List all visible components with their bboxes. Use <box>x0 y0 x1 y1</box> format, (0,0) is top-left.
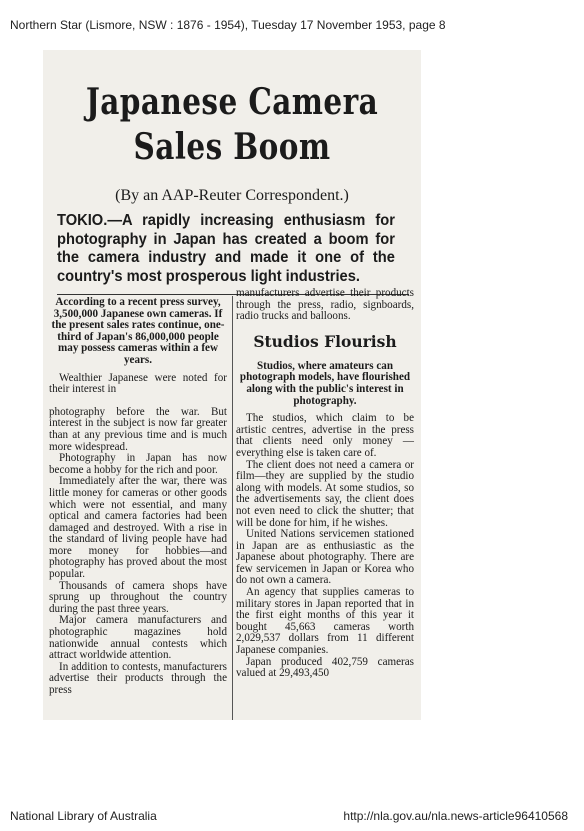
paragraph: Japan produced 402,759 cameras valued at 29,493,450 <box>236 655 414 680</box>
paragraph: In addition to contests, manufacturers advertise their products through the press <box>49 660 227 696</box>
paragraph: photography before the war. But interest in the subject is now far greater than at any previous time and is much more widespread. <box>49 405 227 453</box>
paragraph: Photography in Japan has now become a hobby for the rich and poor. <box>49 452 227 476</box>
headline-line-1: Japanese Camera <box>85 81 379 123</box>
paragraph: The client does not need a camera or film—they are supplied by the studio along with models. At some studios, so the advertisements say, the client does not even need to click the shutter; that will be done for him, if he wishes. <box>236 458 414 529</box>
paragraph: Major camera manufacturers and photographic magazines hold nationwide annual contests which attract worldwide attention. <box>49 614 227 662</box>
paragraph: manufacturers advertise their products through the press, radio, signboards, radio trucks and balloons. <box>236 287 414 323</box>
citation-header: Northern Star (Lismore, NSW : 1876 - 1954), Tuesday 17 November 1953, page 8 <box>10 18 446 32</box>
paragraph: Wealthier Japanese were noted for their interest in <box>49 371 227 396</box>
paragraph: The studios, which claim to be artistic centres, advertise in the press that clients need only money — everything else is taken care of. <box>236 412 414 459</box>
headline <box>77 80 387 170</box>
headline-line-2: Sales Boom <box>133 126 331 168</box>
paragraph: An agency that supplies cameras to military stores in Japan reported that in the first eight months of this year it bought 45,663 cameras worth 2,029,537 dollars from 11 different Japanese companies. <box>236 586 414 657</box>
subheading: Studios Flourish <box>253 331 397 351</box>
right-column <box>236 288 414 680</box>
paragraph: Thousands of camera shops have sprung up throughout the country during the past three years. <box>49 579 227 615</box>
paragraph: United Nations servicemen stationed in Japan are as enthusiastic as the Japanese about photography. There are few servicemen in Japan or Korea who do not own a camera. <box>236 528 414 587</box>
byline: (By an AAP-Reuter Correspondent.) <box>115 187 349 204</box>
survey-intro: According to a recent press survey, 3,500,000 Japanese own cameras. If the present sales rates continue, one-third of Japan's 86,000,000 people may possess cameras within a few years. <box>51 296 225 366</box>
subsection-intro: Studios, where amateurs can photograph models, have flourished along with the public's interest in photography. <box>239 359 411 407</box>
newspaper-clipping <box>43 50 421 720</box>
paragraph: Immediately after the war, there was little money for cameras or other goods which were not essential, and many optical and camera factories had been damaged and destroyed. With a rise in the standard of living people have had more money for hobbies—and photography has proved about the most popular. <box>49 475 227 581</box>
lead-paragraph: TOKIO.—A rapidly increasing enthusiasm for photography in Japan has created a boom for the camera industry and made it one of the country's most prosperous light industries. <box>57 212 395 285</box>
article-url[interactable]: http://nla.gov.au/nla.news-article96410568 <box>343 809 568 823</box>
column-divider <box>232 296 233 720</box>
left-column <box>49 297 227 697</box>
library-credit: National Library of Australia <box>10 809 157 823</box>
